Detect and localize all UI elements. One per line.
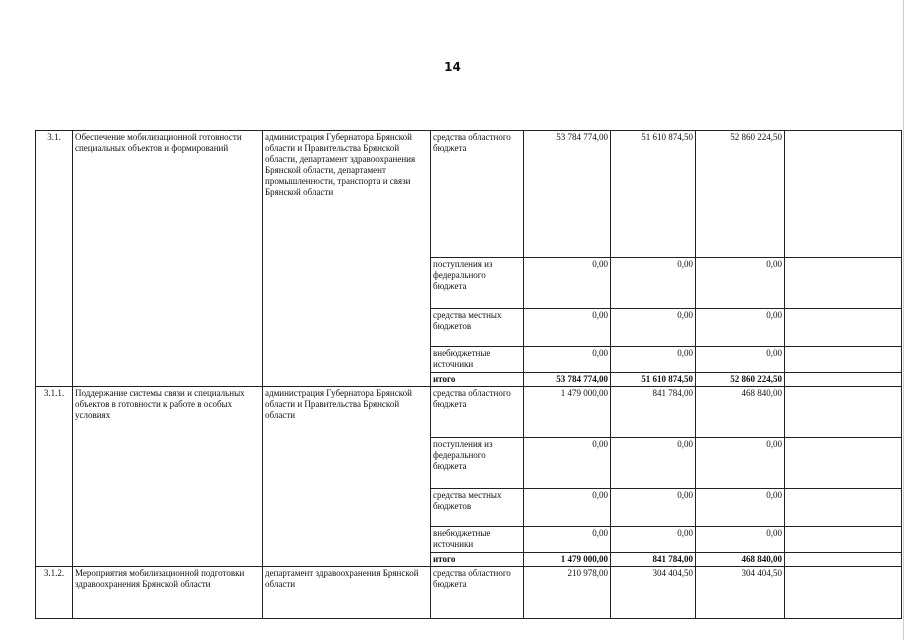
amount-year-3: 52 860 224,50 (696, 373, 785, 387)
amount-year-3: 0,00 (696, 347, 785, 373)
funding-source: средства местных бюджетов (431, 309, 524, 347)
table-row (36, 131, 902, 258)
amount-year-3: 0,00 (696, 258, 785, 309)
amount-year-3: 0,00 (696, 438, 785, 489)
amount-year-1: 0,00 (524, 489, 611, 527)
amount-year-1: 53 784 774,00 (524, 131, 611, 258)
table-row (36, 567, 902, 619)
funding-source: поступления из федерального бюджета (431, 438, 524, 489)
item-executor: администрация Губернатора Брянской области и Правительства Брянской области (263, 387, 431, 567)
amount-year-3: 468 840,00 (696, 387, 785, 438)
amount-year-2: 51 610 874,50 (611, 131, 696, 258)
amount-year-3: 304 404,50 (696, 567, 785, 619)
table-row (36, 387, 902, 438)
item-number: 3.1. (36, 131, 73, 387)
funding-source: средства областного бюджета (431, 387, 524, 438)
funding-source: поступления из федерального бюджета (431, 258, 524, 309)
funding-source: внебюджетные источники (431, 347, 524, 373)
empty-cell (785, 438, 902, 489)
amount-year-1: 0,00 (524, 527, 611, 553)
amount-year-2: 841 784,00 (611, 553, 696, 567)
scan-right-edge (903, 0, 904, 640)
funding-source: внебюджетные источники (431, 527, 524, 553)
amount-year-1: 0,00 (524, 347, 611, 373)
page-number: 14 (444, 60, 461, 74)
empty-cell (785, 309, 902, 347)
item-executor: администрация Губернатора Брянской области и Правительства Брянской области, департамент здравоохранения Брянской области, департамент промышленности, транспорта и связи Брянской области (263, 131, 431, 387)
item-name: Обеспечение мобилизационной готовности специальных объектов и формирований (73, 131, 263, 387)
empty-cell (785, 567, 902, 619)
amount-year-2: 51 610 874,50 (611, 373, 696, 387)
amount-year-1: 1 479 000,00 (524, 553, 611, 567)
funding-source: средства областного бюджета (431, 567, 524, 619)
amount-year-2: 0,00 (611, 438, 696, 489)
amount-year-1: 1 479 000,00 (524, 387, 611, 438)
amount-year-1: 0,00 (524, 309, 611, 347)
empty-cell (785, 373, 902, 387)
amount-year-1: 0,00 (524, 438, 611, 489)
item-number: 3.1.1. (36, 387, 73, 567)
item-name: Мероприятия мобилизационной подготовки здравоохранения Брянской области (73, 567, 263, 619)
amount-year-3: 0,00 (696, 489, 785, 527)
funding-source: средства областного бюджета (431, 131, 524, 258)
amount-year-2: 841 784,00 (611, 387, 696, 438)
empty-cell (785, 489, 902, 527)
empty-cell (785, 131, 902, 258)
empty-cell (785, 553, 902, 567)
budget-table (35, 130, 902, 619)
amount-year-1: 0,00 (524, 258, 611, 309)
amount-year-2: 0,00 (611, 347, 696, 373)
amount-year-3: 0,00 (696, 309, 785, 347)
amount-year-3: 468 840,00 (696, 553, 785, 567)
empty-cell (785, 258, 902, 309)
funding-source-total: итого (431, 373, 524, 387)
funding-source-total: итого (431, 553, 524, 567)
amount-year-2: 0,00 (611, 489, 696, 527)
empty-cell (785, 347, 902, 373)
amount-year-3: 52 860 224,50 (696, 131, 785, 258)
amount-year-2: 0,00 (611, 527, 696, 553)
amount-year-2: 304 404,50 (611, 567, 696, 619)
item-number: 3.1.2. (36, 567, 73, 619)
amount-year-3: 0,00 (696, 527, 785, 553)
amount-year-1: 210 978,00 (524, 567, 611, 619)
item-name: Поддержание системы связи и специальных объектов в готовности к работе в особых условиях (73, 387, 263, 567)
item-executor: департамент здравоохранения Брянской области (263, 567, 431, 619)
amount-year-2: 0,00 (611, 258, 696, 309)
funding-source: средства местных бюджетов (431, 489, 524, 527)
amount-year-1: 53 784 774,00 (524, 373, 611, 387)
empty-cell (785, 527, 902, 553)
empty-cell (785, 387, 902, 438)
amount-year-2: 0,00 (611, 309, 696, 347)
